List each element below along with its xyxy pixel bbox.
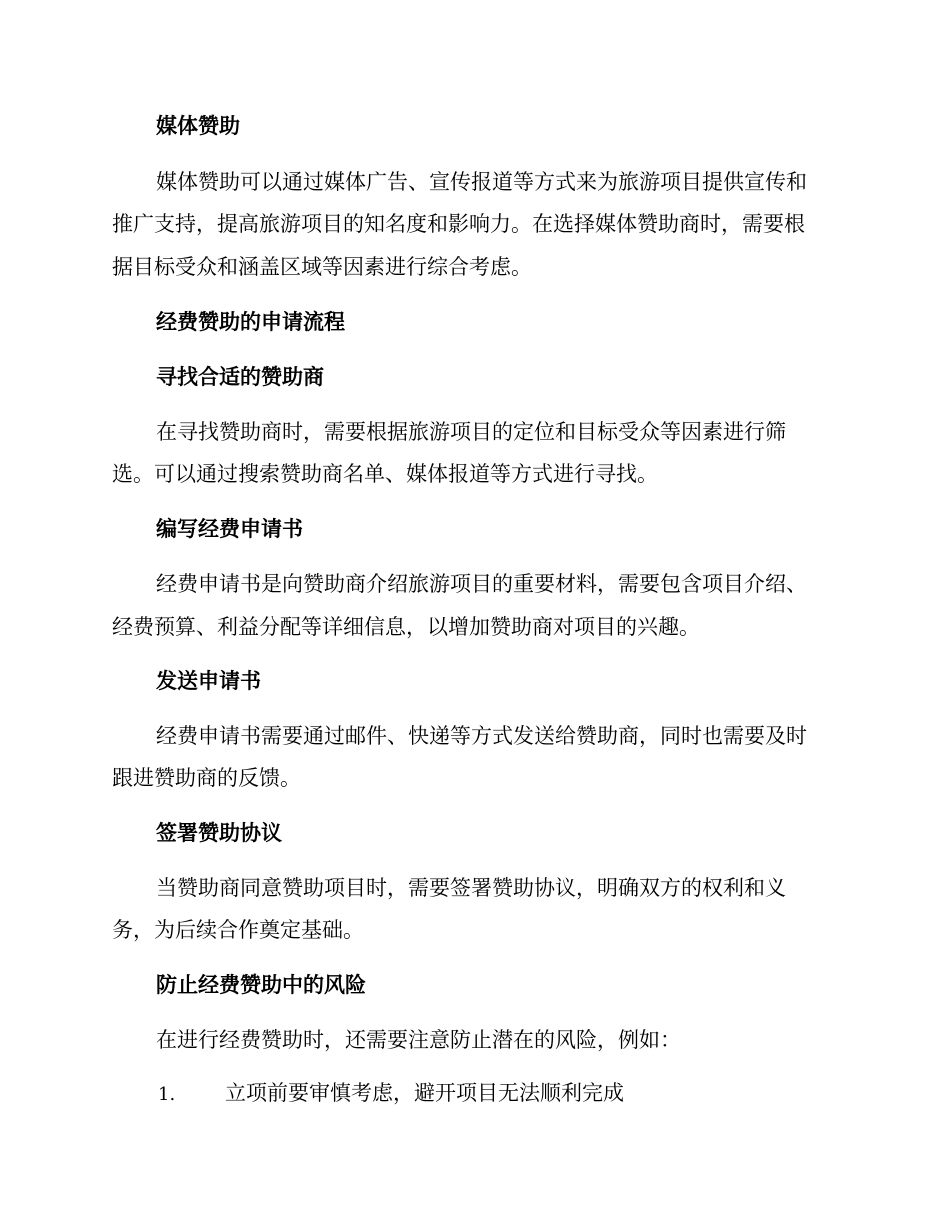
heading-sign-agreement: 签署赞助协议 — [156, 821, 282, 845]
paragraph-line: 选。可以通过搜索赞助商名单、媒体报道等方式进行寻找。 — [112, 462, 658, 486]
paragraph-line: 经费预算、利益分配等详细信息，以增加赞助商对项目的兴趣。 — [112, 615, 700, 639]
paragraph-line: 当赞助商同意赞助项目时，需要签署赞助协议，明确双方的权利和义 — [156, 876, 786, 900]
heading-risk-prevention: 防止经费赞助中的风险 — [156, 973, 366, 997]
paragraph-line: 媒体赞助可以通过媒体广告、宣传报道等方式来为旅游项目提供宣传和 — [156, 170, 807, 194]
list-item-number: 1. — [158, 1084, 176, 1105]
heading-media-sponsorship: 媒体赞助 — [156, 114, 240, 138]
paragraph-line: 务，为后续合作奠定基础。 — [112, 918, 364, 942]
paragraph-line: 跟进赞助商的反馈。 — [112, 766, 301, 790]
paragraph-line: 在寻找赞助商时，需要根据旅游项目的定位和目标受众等因素进行筛 — [156, 420, 786, 444]
paragraph-line: 经费申请书需要通过邮件、快递等方式发送给赞助商，同时也需要及时 — [156, 724, 807, 748]
heading-send-application: 发送申请书 — [156, 669, 261, 693]
heading-application-process: 经费赞助的申请流程 — [156, 310, 345, 334]
heading-write-application: 编写经费申请书 — [156, 517, 303, 541]
list-item-text: 立项前要审慎考虑，避开项目无法顺利完成 — [225, 1081, 624, 1105]
heading-find-sponsor: 寻找合适的赞助商 — [156, 365, 324, 389]
paragraph-line: 经费申请书是向赞助商介绍旅游项目的重要材料，需要包含项目介绍、 — [156, 572, 807, 596]
paragraph-line: 据目标受众和涵盖区域等因素进行综合考虑。 — [112, 255, 532, 279]
paragraph-line: 在进行经费赞助时，还需要注意防止潜在的风险，例如： — [156, 1028, 681, 1052]
paragraph-line: 推广支持，提高旅游项目的知名度和影响力。在选择媒体赞助商时，需要根 — [112, 212, 805, 236]
